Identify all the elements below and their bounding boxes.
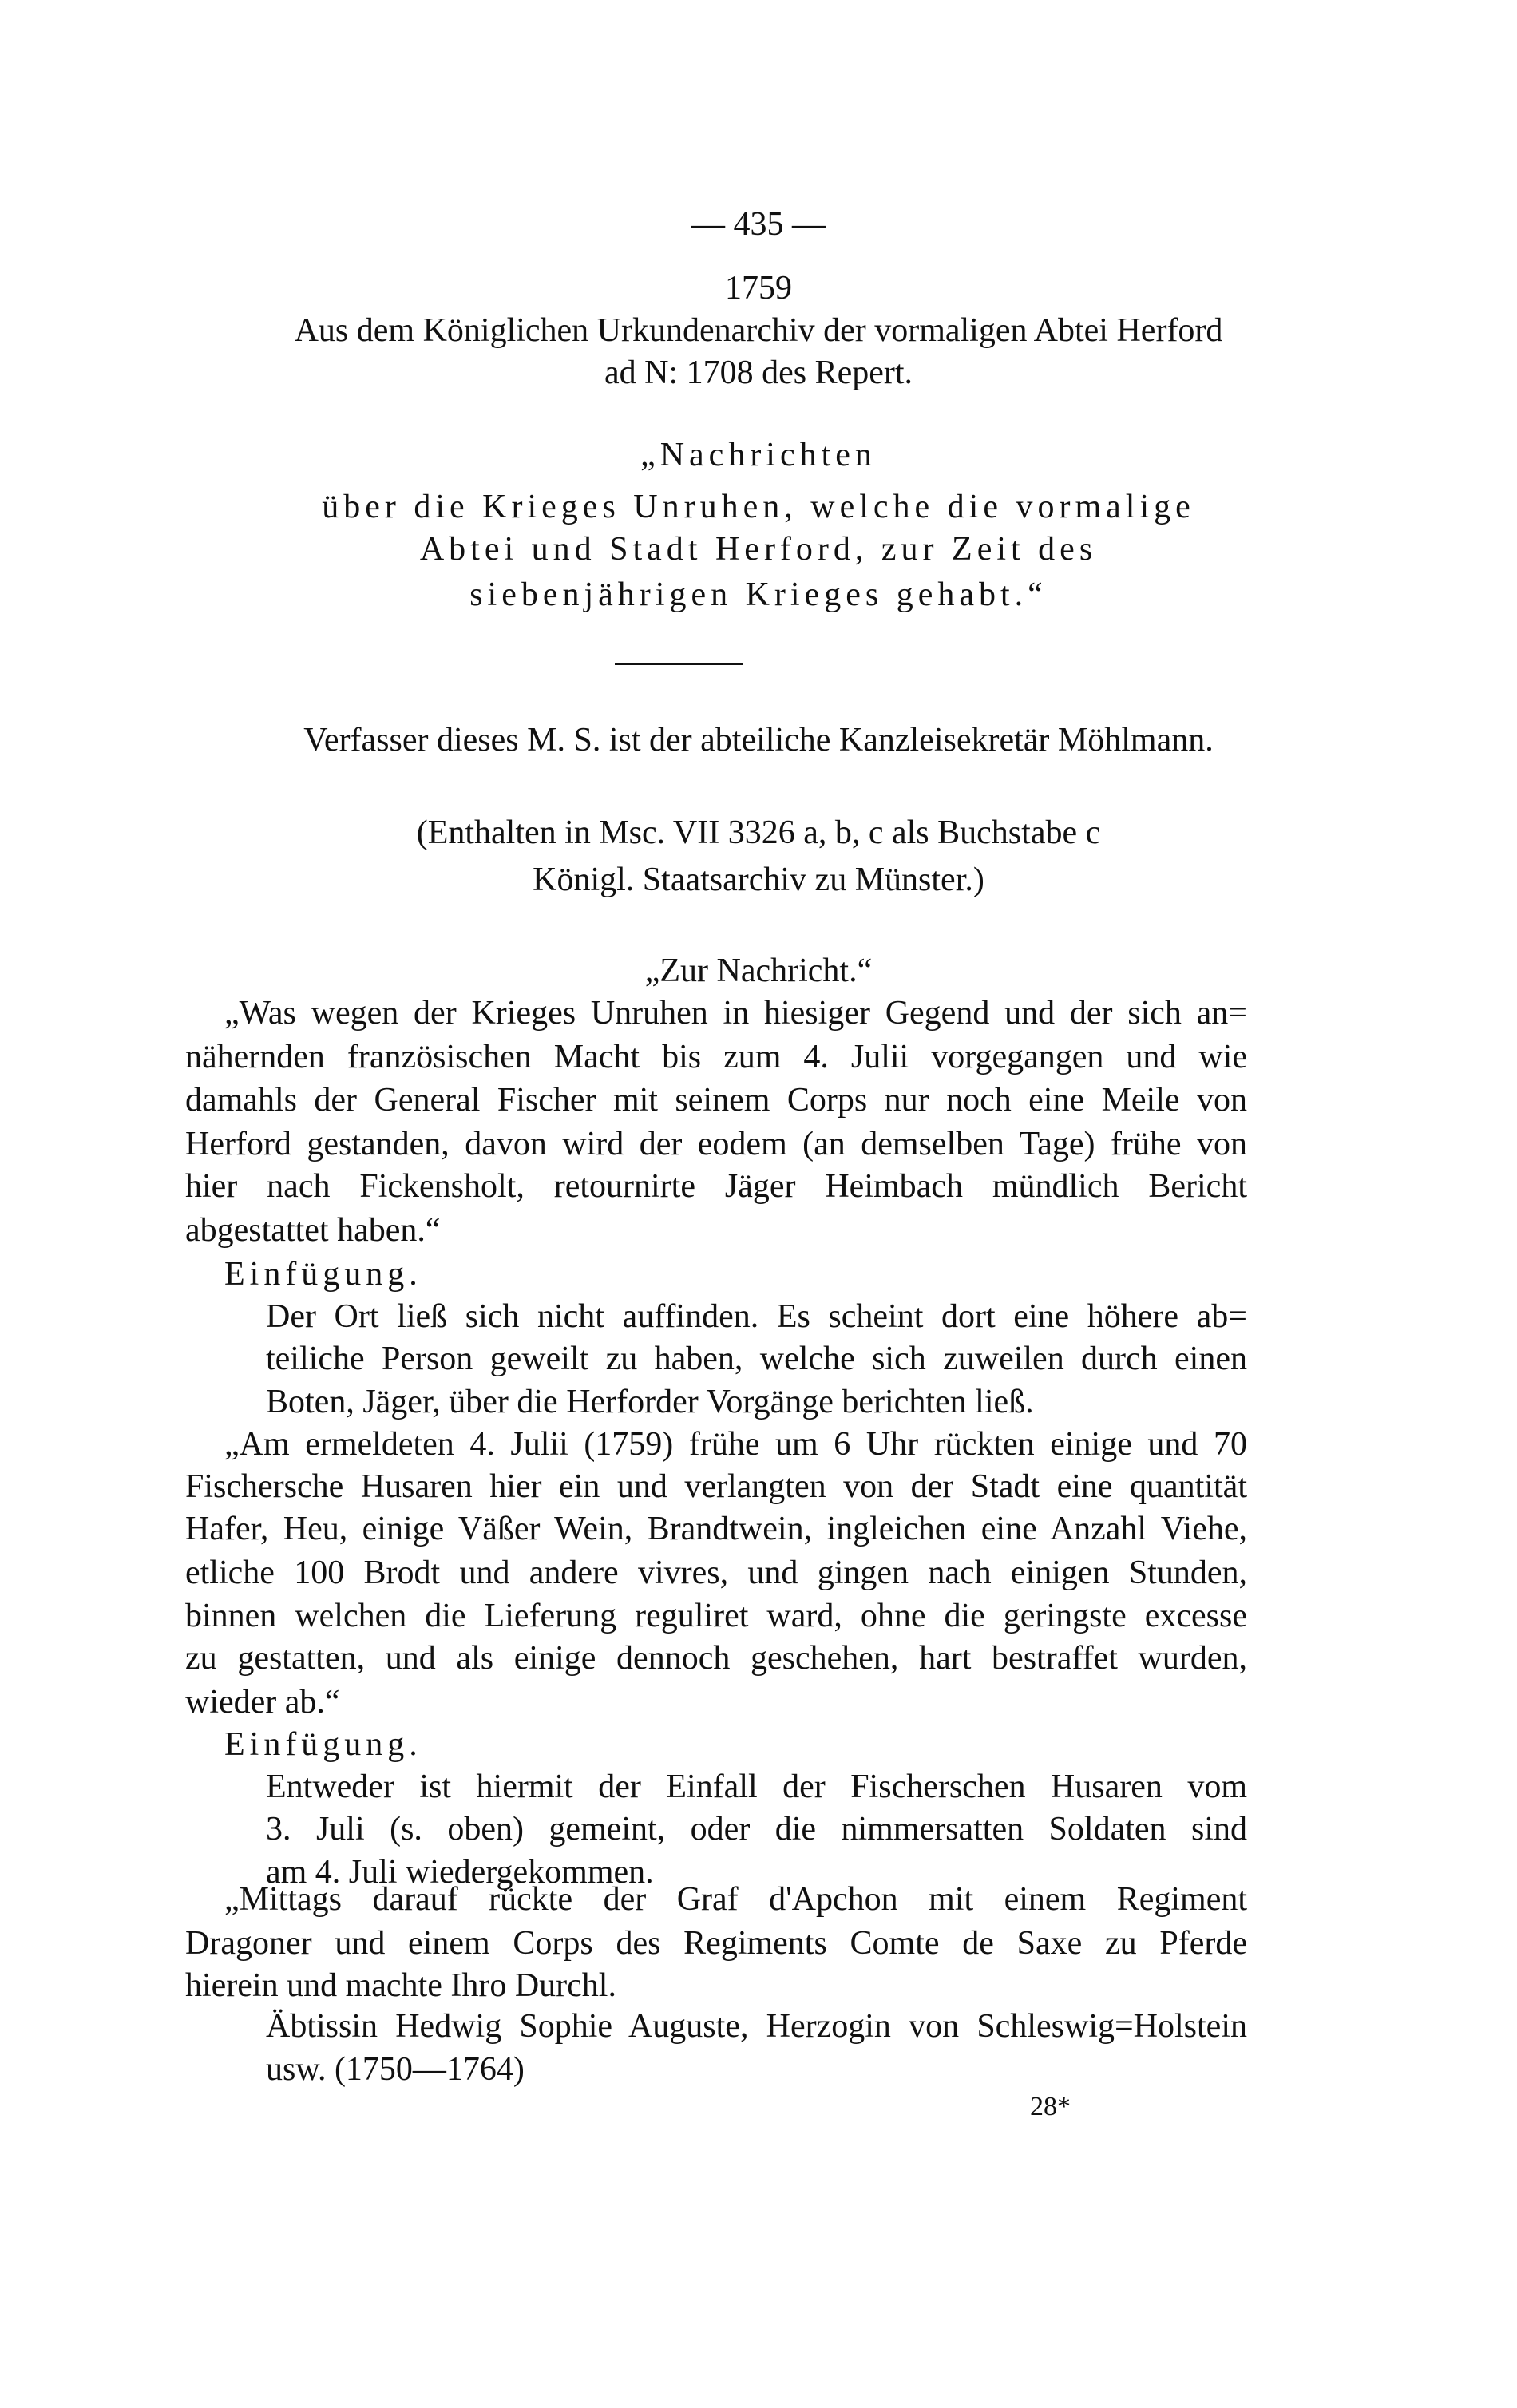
body-line: Der Ort ließ sich nicht auffinden. Es scheint dort eine höhere ab=	[266, 1298, 1247, 1335]
body-line: Boten, Jäger, über die Herforder Vorgänge berichten ließ.	[266, 1384, 1034, 1420]
body-line: Dragoner und einem Corps des Regiments Comte de Saxe zu Pferde	[185, 1925, 1247, 1962]
body-line: zu gestatten, und als einige dennoch geschehen, hart bestraffet wurden,	[185, 1640, 1247, 1677]
document-title: „Nachrichten	[640, 437, 877, 473]
body-line: damahls der General Fischer mit seinem Corps nur noch eine Meile von	[185, 1082, 1247, 1119]
footnote-line: usw. (1750—1764)	[266, 2051, 525, 2088]
body-line: Hafer, Heu, einige Väßer Wein, Brandtwein, ingleichen eine Anzahl Viehe,	[185, 1511, 1247, 1547]
year-heading: 1759	[725, 270, 792, 307]
archive-note: Königl. Staatsarchiv zu Münster.)	[533, 861, 984, 898]
section-heading: „Zur Nachricht.“	[644, 953, 873, 989]
separator-rule	[615, 663, 743, 665]
insertion-heading: Einfügung.	[224, 1256, 422, 1293]
body-line: wieder ab.“	[185, 1684, 340, 1721]
document-title: siebenjährigen Krieges gehabt.“	[469, 576, 1048, 613]
body-line: „Am ermeldeten 4. Julii (1759) frühe um 6 Uhr rückten einige und 70	[224, 1426, 1247, 1463]
source-line: ad N: 1708 des Repert.	[604, 354, 913, 391]
body-line: nähernden französischen Macht bis zum 4. Julii vorgegangen und wie	[185, 1039, 1247, 1075]
body-line: Entweder ist hiermit der Einfall der Fischerschen Husaren vom	[266, 1768, 1247, 1805]
body-line: binnen welchen die Lieferung reguliret ward, ohne die geringste excesse	[185, 1598, 1247, 1634]
footnote-line: Äbtissin Hedwig Sophie Auguste, Herzogin von Schleswig=Holstein	[266, 2008, 1247, 2045]
body-line: abgestattet haben.“	[185, 1212, 441, 1249]
signature-mark: 28*	[1030, 2092, 1071, 2121]
insertion-heading: Einfügung.	[224, 1726, 422, 1763]
body-line: hier nach Fickensholt, retournirte Jäger Heimbach mündlich Bericht	[185, 1168, 1247, 1205]
author-note: Verfasser dieses M. S. ist der abteiliche Kanzleisekretär Möhlmann.	[303, 722, 1214, 758]
archive-note: (Enthalten in Msc. VII 3326 a, b, c als Buchstabe c	[416, 814, 1101, 851]
body-line: „Mittags darauf rückte der Graf d'Apchon mit einem Regiment	[224, 1881, 1247, 1918]
body-line: Fischersche Husaren hier ein und verlangten von der Stadt eine quantität	[185, 1468, 1247, 1505]
body-line: am 4. Juli wiedergekommen.	[266, 1854, 654, 1891]
body-line: Herford gestanden, davon wird der eodem (an demselben Tage) frühe von	[185, 1126, 1247, 1162]
body-line: „Was wegen der Krieges Unruhen in hiesiger Gegend und der sich an=	[224, 995, 1247, 1032]
body-line: hierein und machte Ihro Durchl.	[185, 1967, 616, 2004]
page-number: — 435 —	[691, 206, 826, 243]
body-line: 3. Juli (s. oben) gemeint, oder die nimmersatten Soldaten sind	[266, 1811, 1247, 1848]
body-line: teiliche Person geweilt zu haben, welche sich zuweilen durch einen	[266, 1341, 1247, 1377]
body-line: etliche 100 Brodt und andere vivres, und gingen nach einigen Stunden,	[185, 1555, 1247, 1591]
source-line: Aus dem Königlichen Urkundenarchiv der vormaligen Abtei Herford	[294, 312, 1223, 349]
document-title: über die Krieges Unruhen, welche die vormalige	[322, 489, 1195, 525]
document-title: Abtei und Stadt Herford, zur Zeit des	[419, 531, 1098, 568]
